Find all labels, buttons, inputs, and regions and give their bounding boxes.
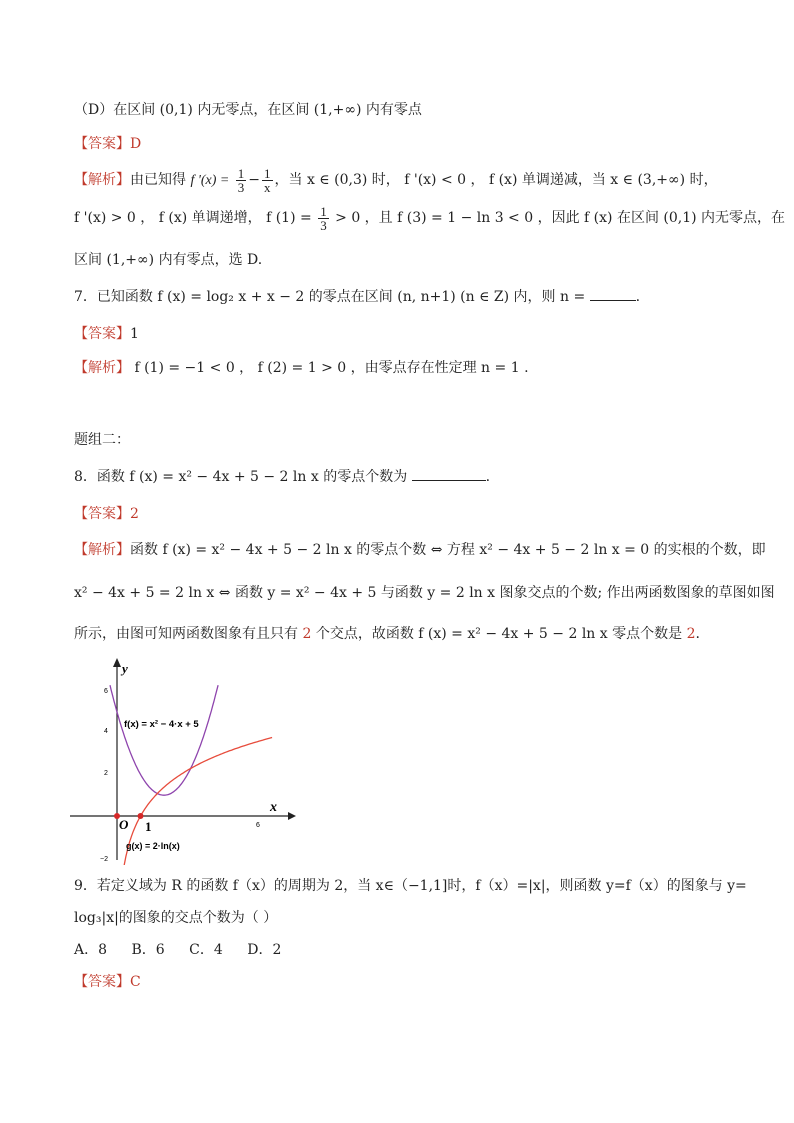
explain-text: > 0 ，且 f (3) = 1 − ln 3 < 0 ，因此 f (x) 在区间 (0,1) 内无零点，在 <box>335 210 786 226</box>
denominator: x <box>264 179 271 195</box>
answer-label: 【答案】 <box>74 326 130 342</box>
answer-blank <box>590 286 636 301</box>
answer-label: 【答案】 <box>74 974 130 990</box>
option-b: B．6 <box>131 942 165 958</box>
count-value: 2 <box>686 626 696 642</box>
option-d: （D）在区间 (0,1) 内无零点，在区间 (1,+∞) 内有零点 <box>74 102 422 118</box>
explain-6-line1 <box>74 166 718 195</box>
y-tick-4: 4 <box>104 728 108 735</box>
explain-7 <box>74 358 529 378</box>
point-x-one <box>138 813 144 819</box>
log-label: g(x) = 2·ln(x) <box>126 841 180 851</box>
explain-8-line3 <box>74 624 700 644</box>
explain-text: 所示，由图可知两函数图象有且只有 <box>74 626 298 642</box>
explain-text: 由已知得 <box>130 172 186 188</box>
y-axis-label: y <box>122 661 128 676</box>
explain-label: 【解析】 <box>74 172 130 188</box>
explain-text: f '(x) > 0 ， f (x) 单调递增， f (1) = <box>74 210 312 226</box>
period: . <box>635 289 641 305</box>
parabola-curve <box>110 685 218 795</box>
question-8 <box>74 466 490 487</box>
answer-value: 2 <box>130 506 139 522</box>
answer-9 <box>74 972 141 992</box>
option-c: C．4 <box>189 942 223 958</box>
y-tick-6: 6 <box>104 688 108 695</box>
function-graph <box>70 655 300 865</box>
question-7 <box>74 286 640 307</box>
x-axis-label: x <box>270 800 277 815</box>
explain-label: 【解析】 <box>74 360 130 376</box>
denominator: 3 <box>320 217 327 233</box>
denominator: 3 <box>237 179 245 195</box>
answer-label: 【答案】 <box>74 136 130 152</box>
question-text: 8．函数 f (x) = x² − 4x + 5 − 2 ln x 的零点个数为 <box>74 469 408 485</box>
fraction-one-third <box>318 205 329 232</box>
explain-6-line2 <box>74 204 785 232</box>
explain-label: 【解析】 <box>74 542 130 558</box>
numerator: 1 <box>237 165 245 181</box>
parabola-label: f(x) = x² − 4·x + 5 <box>124 719 199 730</box>
period: . <box>485 469 491 485</box>
fraction-one-over-x <box>262 167 273 194</box>
answer-7 <box>74 324 139 344</box>
derivative-expr: f '(x) = <box>190 173 230 188</box>
question-9-options <box>74 940 301 960</box>
option-d-choice: D．2 <box>247 942 282 958</box>
fraction-one-third <box>236 167 247 194</box>
numerator: 1 <box>320 203 327 219</box>
answer-8 <box>74 504 139 524</box>
explain-text: f (1) = −1 < 0 ， f (2) = 1 > 0 ，由零点存在性定理 n = 1 . <box>130 360 529 376</box>
minus: − <box>248 172 261 188</box>
explain-text: ，当 x ∈ (0,3) 时， f '(x) < 0 ， f (x) 单调递减，当 x ∈ (3,+∞) 时， <box>274 172 718 188</box>
explain-8-line1 <box>74 540 766 560</box>
answer-label: 【答案】 <box>74 506 130 522</box>
explain-6-line3: 区间 (1,+∞) 内有零点，选 D. <box>74 252 263 268</box>
option-a: A．8 <box>74 942 108 958</box>
question-9-line2: log₃|x|的图象的交点个数为（ ） <box>74 910 278 926</box>
group-heading: 题组二： <box>74 432 130 448</box>
explain-8-line2: x² − 4x + 5 = 2 ln x ⇔ 函数 y = x² − 4x + 5 与函数 y = 2 ln x 图象交点的个数; 作出两函数图象的草图如图 <box>74 585 775 601</box>
origin-label: O <box>119 817 129 832</box>
one-label: 1 <box>145 819 152 834</box>
x-axis-arrow <box>288 812 296 820</box>
answer-value: 1 <box>130 326 139 342</box>
explain-text: 函数 f (x) = x² − 4x + 5 − 2 ln x 的零点个数 ⇔ 方程 x² − 4x + 5 − 2 ln x = 0 的实根的个数，即 <box>130 542 766 558</box>
numerator: 1 <box>264 165 271 181</box>
count-value: 2 <box>302 626 312 642</box>
answer-value: D <box>130 136 142 152</box>
y-tick-neg2: −2 <box>100 856 108 863</box>
y-tick-2: 2 <box>104 770 108 777</box>
y-axis-arrow <box>113 658 121 667</box>
question-text: 7．已知函数 f (x) = log₂ x + x − 2 的零点在区间 (n, n+1) (n ∈ Z) 内，则 n = <box>74 289 586 305</box>
question-9-line1: 9．若定义域为 R 的函数 f（x）的周期为 2，当 x∈（−1,1]时，f（x）=|x|，则函数 y=f（x）的图象与 y= <box>74 878 747 894</box>
answer-blank <box>412 466 486 481</box>
answer-6 <box>74 134 141 154</box>
answer-value: C <box>130 974 141 990</box>
period: . <box>695 626 700 642</box>
x-tick-6: 6 <box>256 822 260 829</box>
explain-text: 个交点，故函数 f (x) = x² − 4x + 5 − 2 ln x 零点个数是 <box>315 626 683 642</box>
